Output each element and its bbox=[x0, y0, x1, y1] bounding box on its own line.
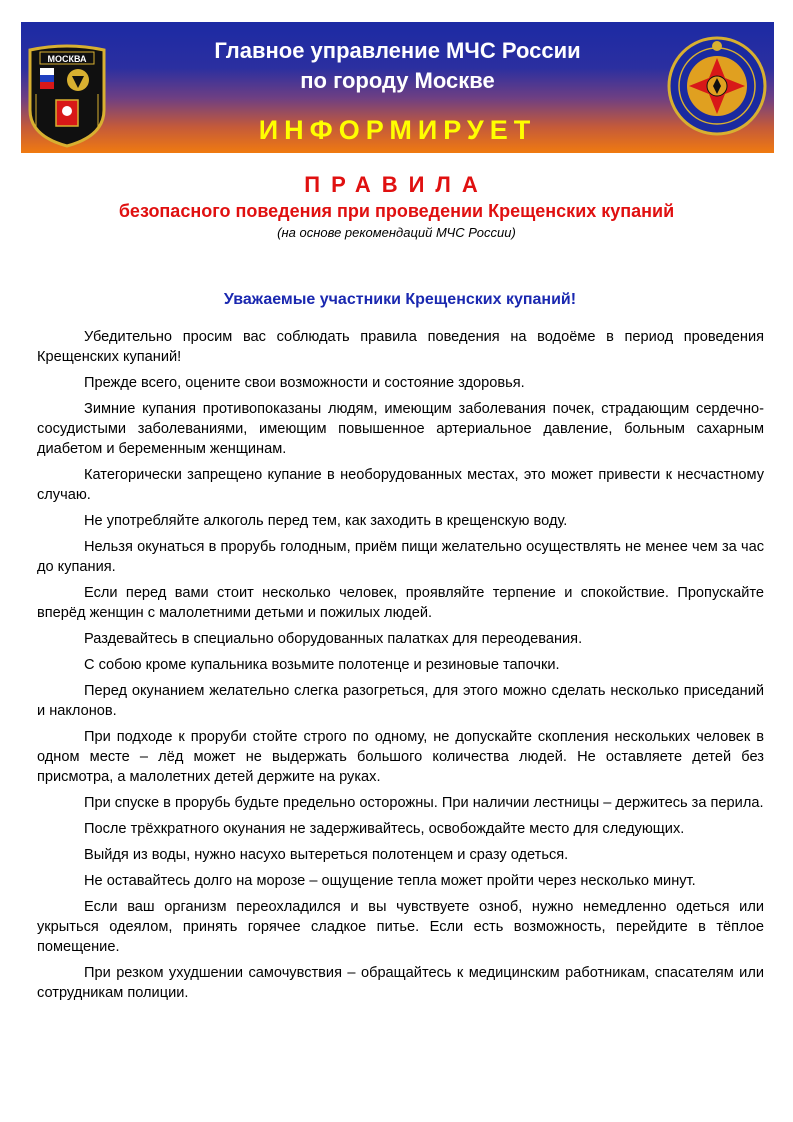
rules-text bbox=[37, 327, 764, 1009]
greeting-heading: Уважаемые участники Крещенских купаний! bbox=[223, 291, 577, 308]
rule-paragraph: Не употребляйте алкоголь перед тем, как заходить в крещенскую воду. bbox=[84, 513, 568, 529]
rule-paragraph: Если перед вами стоит несколько человек, проявляйте терпение и спокойствие. Пропускайте вперёд женщин с малолетними детьми и пожилых людей. bbox=[37, 585, 764, 621]
header-inform-label: ИНФОРМИРУЕТ bbox=[258, 115, 537, 145]
rule-paragraph: Выйдя из воды, нужно насухо вытереться полотенцем и сразу одеться. bbox=[84, 847, 569, 863]
rule-paragraph: После трёхкратного окунания не задерживайтесь, освобождайте место для следующих. bbox=[84, 821, 685, 837]
header-banner bbox=[21, 22, 774, 153]
rule-paragraph: Нельзя окунаться в прорубь голодным, приём пищи желательно осуществлять не менее чем за час до купания. bbox=[37, 539, 764, 575]
rule-paragraph: С собою кроме купальника возьмите полотенце и резиновые тапочки. bbox=[84, 657, 560, 673]
rule-paragraph: При спуске в прорубь будьте предельно осторожны. При наличии лестницы – держитесь за перила. bbox=[84, 795, 764, 811]
document-subtitle: безопасного поведения при проведении Крещенских купаний bbox=[118, 201, 675, 221]
document-note: (на основе рекомендаций МЧС России) bbox=[277, 225, 516, 240]
header-title-line-1: Главное управление МЧС России bbox=[214, 38, 581, 63]
rescue-service-seal-icon bbox=[667, 36, 767, 136]
emblem-left-label: МОСКВА bbox=[47, 54, 87, 64]
rule-paragraph: Перед окунанием желательно слегка разогреться, для этого можно сделать несколько приседаний и наклонов. bbox=[37, 683, 764, 719]
document-title: ПРАВИЛА bbox=[304, 172, 489, 197]
rule-paragraph: Не оставайтесь долго на морозе – ощущение тепла может пройти через несколько минут. bbox=[84, 873, 696, 889]
rule-paragraph: Убедительно просим вас соблюдать правила поведения на водоёме в период проведения Крещенских купаний! bbox=[37, 329, 764, 365]
rule-paragraph: При подходе к проруби стойте строго по одному, не допускайте скопления нескольких человек в одном месте – лёд может не выдержать большого количества людей. Не оставляете детей без присмотра, а малолетних детей держите на руках. bbox=[37, 729, 764, 785]
rule-paragraph: Зимние купания противопоказаны людям, имеющим заболевания почек, страдающим сердечно-сосудистыми заболеваниями, имеющим повышенное артериальное давление, больным сахарным диабетом и беременным женщинам. bbox=[37, 401, 764, 457]
rule-paragraph: Если ваш организм переохладился и вы чувствуете озноб, нужно немедленно одеться или укрыться одеялом, принять горячее сладкое питье. Если есть возможность, перейдите в тёплое помещение. bbox=[37, 899, 764, 955]
rule-paragraph: Категорически запрещено купание в необорудованных местах, это может привести к несчастному случаю. bbox=[37, 467, 764, 503]
header-title-line-2: по городу Москве bbox=[300, 68, 495, 93]
rule-paragraph: Прежде всего, оцените свои возможности и состояние здоровья. bbox=[84, 375, 525, 391]
rule-paragraph: При резком ухудшении самочувствия – обращайтесь к медицинским работникам, спасателям или сотрудникам полиции. bbox=[37, 965, 764, 1001]
rule-paragraph: Раздевайтесь в специально оборудованных палатках для переодевания. bbox=[84, 631, 583, 647]
